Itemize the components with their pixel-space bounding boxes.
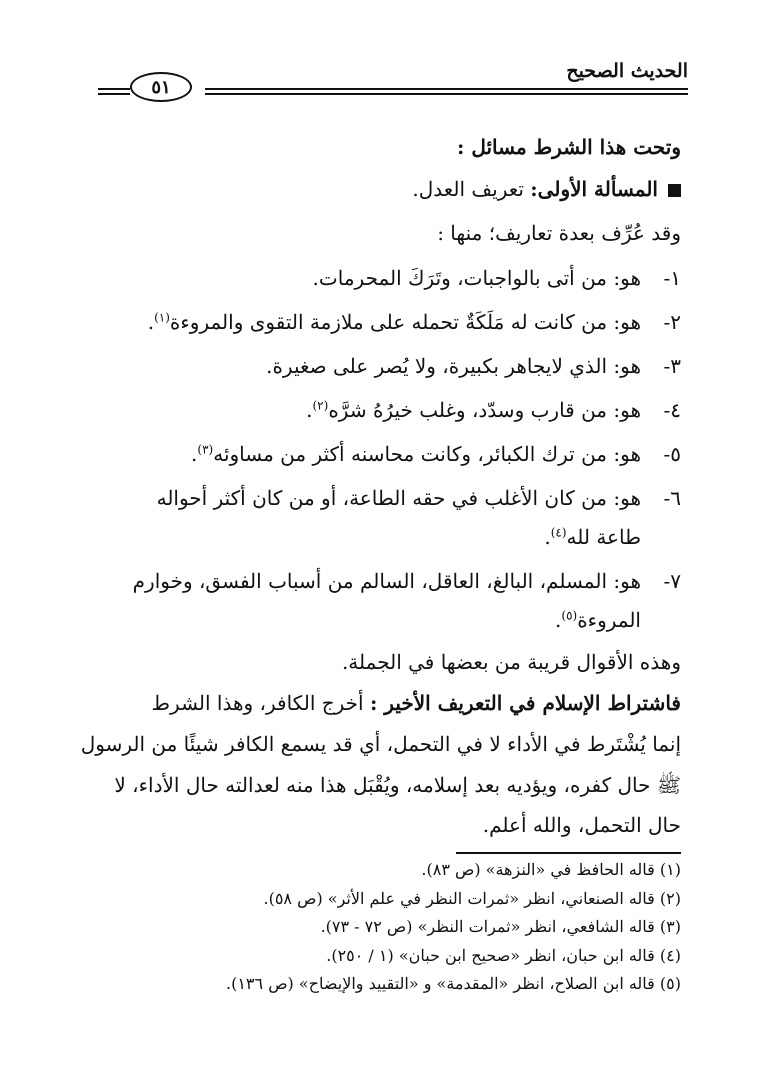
issue-heading bbox=[412, 174, 681, 204]
header-rule-right-lower bbox=[205, 93, 688, 95]
issue-title: تعريف العدل. bbox=[412, 177, 524, 201]
running-title: الحديث الصحيح bbox=[566, 60, 688, 82]
footnote-separator bbox=[456, 852, 681, 854]
footnote-ref: (١) bbox=[154, 310, 170, 325]
footnote-ref: (٥) bbox=[561, 608, 578, 623]
paragraph-line-2: إنما يُشْتَرط في الأداء لا في التحمل، أي قد يسمع الكافر شيئًا من الرسول bbox=[80, 732, 681, 756]
footnote-4: (٤) قاله ابن حبان، انظر «صحيح ابن حبان» (١ / ٢٥٠). bbox=[326, 946, 681, 965]
header-rule-left-lower bbox=[98, 93, 130, 95]
header-rule-right bbox=[205, 88, 688, 90]
definition-5: ٥-هو: من ترك الكبائر، وكانت محاسنه أكثر من مساوئه$^{(٣)}$. bbox=[191, 439, 681, 469]
paragraph-text: أخرج الكافر، وهذا الشرط bbox=[151, 691, 364, 715]
intro-line: وتحت هذا الشرط مسائل : bbox=[457, 135, 681, 159]
definition-4: ٤-هو: من قارب وسدّد، وغلب خيرُهُ شرَّه$^{(٢)}$. bbox=[306, 395, 681, 425]
definition-text: هو: الذي لايجاهر بكبيرة، ولا يُصر على صغيرة. bbox=[266, 354, 641, 378]
footnote-2: (٢) قاله الصنعاني، انظر «ثمرات النظر في علم الأثر» (ص ٥٨). bbox=[263, 889, 681, 908]
footnote-ref: (٣) bbox=[197, 442, 214, 457]
definition-number: ٢- bbox=[663, 310, 681, 334]
page-number: ٥١ bbox=[130, 72, 192, 102]
definition-number: ٦- bbox=[663, 486, 681, 510]
paragraph-line-3 bbox=[114, 770, 681, 800]
definition-3 bbox=[266, 351, 681, 381]
footnote-3: (٣) قاله الشافعي، انظر «ثمرات النظر» (ص ٧٢ - ٧٣). bbox=[320, 917, 681, 936]
footnote-ref: (٢) bbox=[312, 398, 329, 413]
definition-2: ٢-هو: من كانت له مَلَكَةٌ تحمله على ملازمة التقوى والمروءة$^{(١)}$. bbox=[148, 307, 681, 337]
definition-6-line-2: طاعة لله$^{(٤)}$. bbox=[544, 525, 641, 549]
definition-text: هو: من كان الأغلب في حقه الطاعة، أو من كان أكثر أحواله bbox=[156, 486, 641, 510]
definition-7-line-2: المروءة$^{(٥)}$. bbox=[555, 608, 641, 632]
definition-number: ٤- bbox=[663, 398, 681, 422]
header-rule-left bbox=[98, 88, 130, 90]
definition-6-line-1 bbox=[157, 483, 681, 513]
definition-text: طاعة لله bbox=[566, 525, 641, 549]
paragraph-line-4: حال التحمل، والله أعلم. bbox=[482, 813, 681, 837]
definition-text: هو: من كانت له مَلَكَةٌ تحمله على ملازمة التقوى والمروءة bbox=[169, 310, 641, 334]
footnote-1: (١) قاله الحافظ في «النزهة» (ص ٨٣). bbox=[421, 860, 681, 879]
definition-text: هو: من قارب وسدّد، وغلب خيرُهُ شرَّه bbox=[328, 398, 641, 422]
footnote-ref: (٤) bbox=[550, 525, 567, 540]
definition-number: ١- bbox=[663, 266, 681, 290]
definition-number: ٧- bbox=[663, 569, 681, 593]
paragraph-lead: فاشتراط الإسلام في التعريف الأخير : bbox=[369, 691, 681, 715]
definition-number: ٣- bbox=[663, 354, 681, 378]
footnote-5: (٥) قاله ابن الصلاح، انظر «المقدمة» و «التقييد والإيضاح» (ص ١٣٦). bbox=[226, 974, 681, 993]
closing-line: وهذه الأقوال قريبة من بعضها في الجملة. bbox=[341, 650, 681, 674]
defined-by-line: وقد عُرِّف بعدة تعاريف؛ منها : bbox=[437, 221, 681, 245]
definition-number: ٥- bbox=[663, 442, 681, 466]
definition-text: هو: المسلم، البالغ، العاقل، السالم من أسباب الفسق، وخوارم bbox=[132, 569, 641, 593]
definition-text: هو: من ترك الكبائر، وكانت محاسنه أكثر من مساوئه bbox=[213, 442, 641, 466]
definition-text: هو: من أتى بالواجبات، وتَرَكَ المحرمات. bbox=[312, 266, 641, 290]
square-bullet-icon bbox=[668, 184, 681, 197]
paragraph-line-1 bbox=[152, 688, 681, 718]
issue-label: المسألة الأولى: bbox=[530, 177, 658, 201]
paragraph-text: حال كفره، ويؤديه بعد إسلامه، ويُقْبَل هذا منه لعدالته حال الأداء، لا bbox=[114, 773, 651, 797]
definition-1 bbox=[313, 263, 681, 293]
definition-text: المروءة bbox=[577, 608, 641, 632]
definition-7-line-1 bbox=[133, 566, 681, 596]
salutation-glyph: ﷺ bbox=[656, 773, 681, 797]
